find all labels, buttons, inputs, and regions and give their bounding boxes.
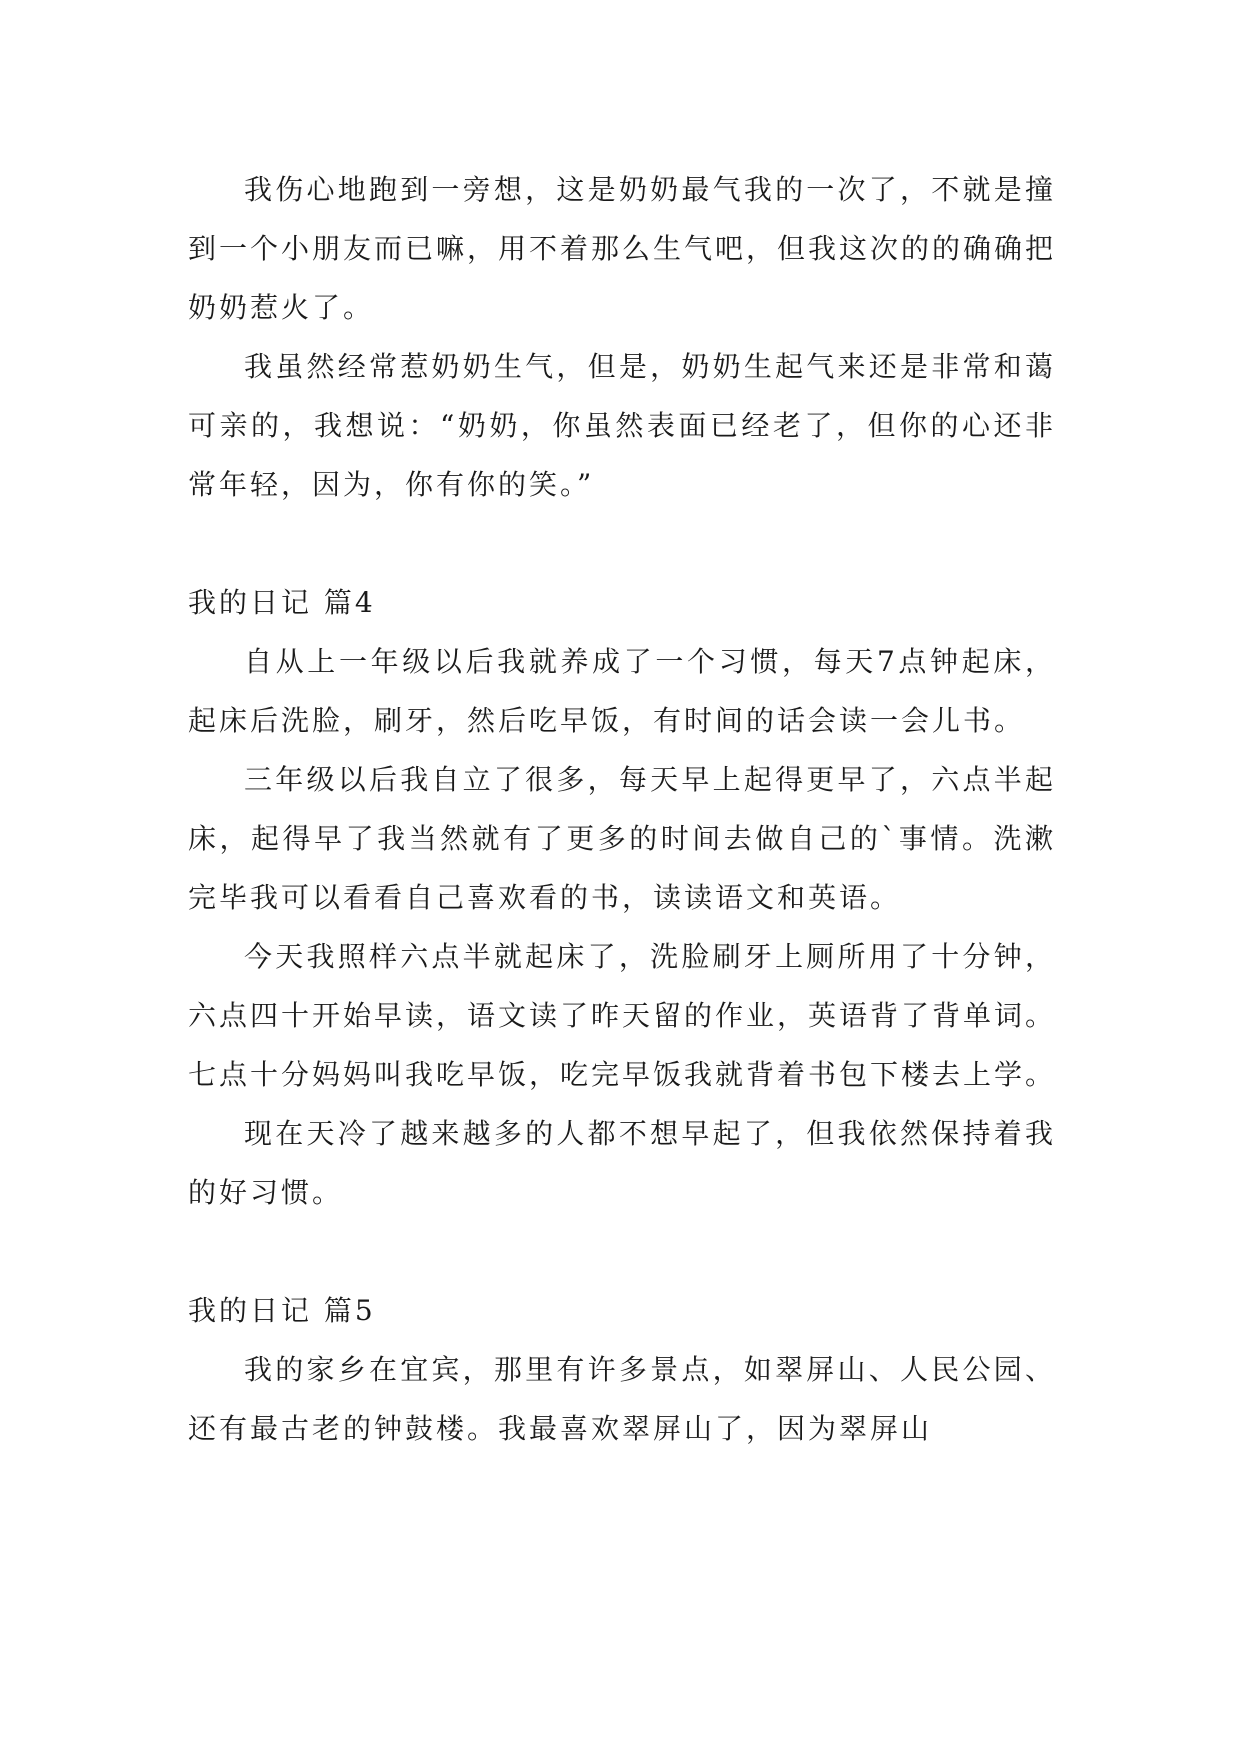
paragraph: 我伤心地跑到一旁想，这是奶奶最气我的一次了，不就是撞到一个小朋友而已嘛，用不着那么生气吧，但我这次的的确确把奶奶惹火了。 [188, 173, 1057, 324]
document-body [188, 160, 1056, 1458]
paragraph: 今天我照样六点半就起床了，洗脸刷牙上厕所用了十分钟，六点四十开始早读，语文读了昨天留的作业，英语背了背单词。七点十分妈妈叫我吃早饭，吃完早饭我就背着书包下楼去上学。 [188, 940, 1057, 1091]
paragraph: 三年级以后我自立了很多，每天早上起得更早了，六点半起床，起得早了我当然就有了更多的时间去做自己的`事情。洗漱完毕我可以看看自己喜欢看的书，读读语文和英语。 [188, 763, 1056, 914]
paragraph: 我虽然经常惹奶奶生气，但是，奶奶生起气来还是非常和蔼可亲的，我想说：“奶奶，你虽然表面已经老了，但你的心还非常年轻，因为，你有你的笑。” [188, 350, 1056, 501]
paragraph: 我的家乡在宜宾，那里有许多景点，如翠屏山、人民公园、还有最古老的钟鼓楼。我最喜欢翠屏山了，因为翠屏山 [188, 1353, 1056, 1445]
paragraph: 现在天冷了越来越多的人都不想早起了，但我依然保持着我的好习惯。 [188, 1117, 1056, 1209]
section-heading: 我的日记 篇4 [188, 586, 376, 619]
paragraph: 自从上一年级以后我就养成了一个习惯，每天7点钟起床，起床后洗脸，刷牙，然后吃早饭，有时间的话会读一会儿书。 [188, 645, 1056, 737]
section-heading: 我的日记 篇5 [188, 1294, 376, 1327]
